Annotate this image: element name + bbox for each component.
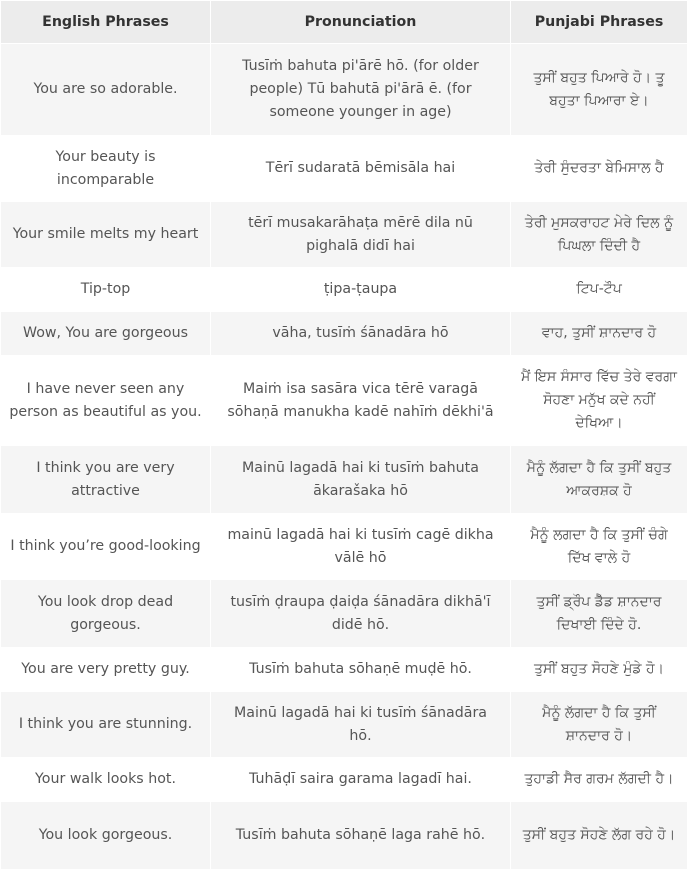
punjabi-cell: ਤੇਰੀ ਮੁਸਕਰਾਹਟ ਮੇਰੇ ਦਿਲ ਨੂੰ ਪਿਘਲਾ ਦਿੰਦੀ ਹੈ: [511, 202, 687, 268]
table-header-row: [1, 1, 687, 44]
english-cell: Wow, You are gorgeous: [1, 312, 211, 356]
table-row: [1, 356, 687, 446]
english-cell: You are so adorable.: [1, 44, 211, 136]
punjabi-cell: ਤੁਸੀਂ ਡ੍ਰੌਪ ਡੈੱਡ ਸ਼ਾਨਦਾਰ ਦਿਖਾਈ ਦਿੰਦੇ ਹੋ.: [511, 580, 687, 648]
pronunciation-cell: Maiṁ isa sasāra vica tērē varagā sōhaṇā manukha kadē nahīṁ dēkhi'ā: [211, 356, 511, 446]
pronunciation-cell: Mainū lagadā hai ki tusīṁ bahuta ākarašaka hō: [211, 446, 511, 514]
table-row: [1, 514, 687, 580]
table-row: [1, 648, 687, 692]
punjabi-cell: ਮੈਨੂੰ ਲੱਗਦਾ ਹੈ ਕਿ ਤੁਸੀਂ ਸ਼ਾਨਦਾਰ ਹੋ।: [511, 692, 687, 758]
punjabi-cell: ਵਾਹ, ਤੁਸੀਂ ਸ਼ਾਨਦਾਰ ਹੋ: [511, 312, 687, 356]
punjabi-cell: ਮੈਨੂੰ ਲਗਦਾ ਹੈ ਕਿ ਤੁਸੀਂ ਚੰਗੇ ਦਿੱਖ ਵਾਲੇ ਹੋ: [511, 514, 687, 580]
english-cell: You are very pretty guy.: [1, 648, 211, 692]
english-cell: You look gorgeous.: [1, 802, 211, 870]
pronunciation-cell: tusīṁ ḍraupa ḍaiḍa śānadāra dikhā'ī didē hō.: [211, 580, 511, 648]
table-row: [1, 268, 687, 312]
punjabi-cell: ਤੁਸੀਂ ਬਹੁਤ ਸੋਹਣੇ ਲੱਗ ਰਹੇ ਹੋ।: [511, 802, 687, 870]
pronunciation-cell: Tērī sudaratā bēmisāla hai: [211, 136, 511, 202]
header-punjabi: Punjabi Phrases: [511, 1, 687, 44]
english-cell: Tip-top: [1, 268, 211, 312]
pronunciation-cell: Tusīṁ bahuta sōhaṇē laga rahē hō.: [211, 802, 511, 870]
punjabi-cell: ਤੁਹਾਡੀ ਸੈਰ ਗਰਮ ਲੱਗਦੀ ਹੈ।: [511, 758, 687, 802]
pronunciation-cell: mainū lagadā hai ki tusīṁ cagē dikha vālē hō: [211, 514, 511, 580]
english-cell: I think you’re good-looking: [1, 514, 211, 580]
punjabi-cell: ਟਿਪ-ਟੌਪ: [511, 268, 687, 312]
english-cell: Your beauty is incomparable: [1, 136, 211, 202]
pronunciation-cell: Tusīṁ bahuta pi'ārē hō. (for older people) Tū bahutā pi'ārā ē. (for someone younger in age): [211, 44, 511, 136]
table-row: [1, 446, 687, 514]
table-row: [1, 692, 687, 758]
table-row: [1, 758, 687, 802]
english-cell: I think you are very attractive: [1, 446, 211, 514]
table-row: [1, 580, 687, 648]
pronunciation-cell: vāha, tusīṁ śānadāra hō: [211, 312, 511, 356]
english-cell: Your smile melts my heart: [1, 202, 211, 268]
english-cell: I think you are stunning.: [1, 692, 211, 758]
pronunciation-cell: Mainū lagadā hai ki tusīṁ śānadāra hō.: [211, 692, 511, 758]
punjabi-cell: ਮੈਨੂੰ ਲੱਗਦਾ ਹੈ ਕਿ ਤੁਸੀਂ ਬਹੁਤ ਆਕਰਸ਼ਕ ਹੋ: [511, 446, 687, 514]
pronunciation-cell: Tuhāḍī saira garama lagadī hai.: [211, 758, 511, 802]
pronunciation-cell: ṭipa-ṭaupa: [211, 268, 511, 312]
english-cell: You look drop dead gorgeous.: [1, 580, 211, 648]
punjabi-cell: ਤੁਸੀਂ ਬਹੁਤ ਸੋਹਣੇ ਮੁੰਡੇ ਹੋ।: [511, 648, 687, 692]
english-cell: I have never seen any person as beautiful as you.: [1, 356, 211, 446]
punjabi-cell: ਮੈਂ ਇਸ ਸੰਸਾਰ ਵਿੱਚ ਤੇਰੇ ਵਰਗਾ ਸੋਹਣਾ ਮਨੁੱਖ ਕਦੇ ਨਹੀਂ ਦੇਖਿਆ।: [511, 356, 687, 446]
header-pronunciation: Pronunciation: [211, 1, 511, 44]
punjabi-cell: ਤੁਸੀਂ ਬਹੁਤ ਪਿਆਰੇ ਹੋ। ਤੂ ਬਹੁਤਾ ਪਿਆਰਾ ਏ।: [511, 44, 687, 136]
table-row: [1, 202, 687, 268]
table-row: [1, 136, 687, 202]
pronunciation-cell: tērī musakarāhaṭa mērē dila nū pighalā didī hai: [211, 202, 511, 268]
table-row: [1, 44, 687, 136]
english-cell: Your walk looks hot.: [1, 758, 211, 802]
pronunciation-cell: Tusīṁ bahuta sōhaṇē muḍē hō.: [211, 648, 511, 692]
table-row: [1, 312, 687, 356]
header-english: English Phrases: [1, 1, 211, 44]
table-row: [1, 802, 687, 870]
punjabi-cell: ਤੇਰੀ ਸੁੰਦਰਤਾ ਬੇਮਿਸਾਲ ਹੈ: [511, 136, 687, 202]
